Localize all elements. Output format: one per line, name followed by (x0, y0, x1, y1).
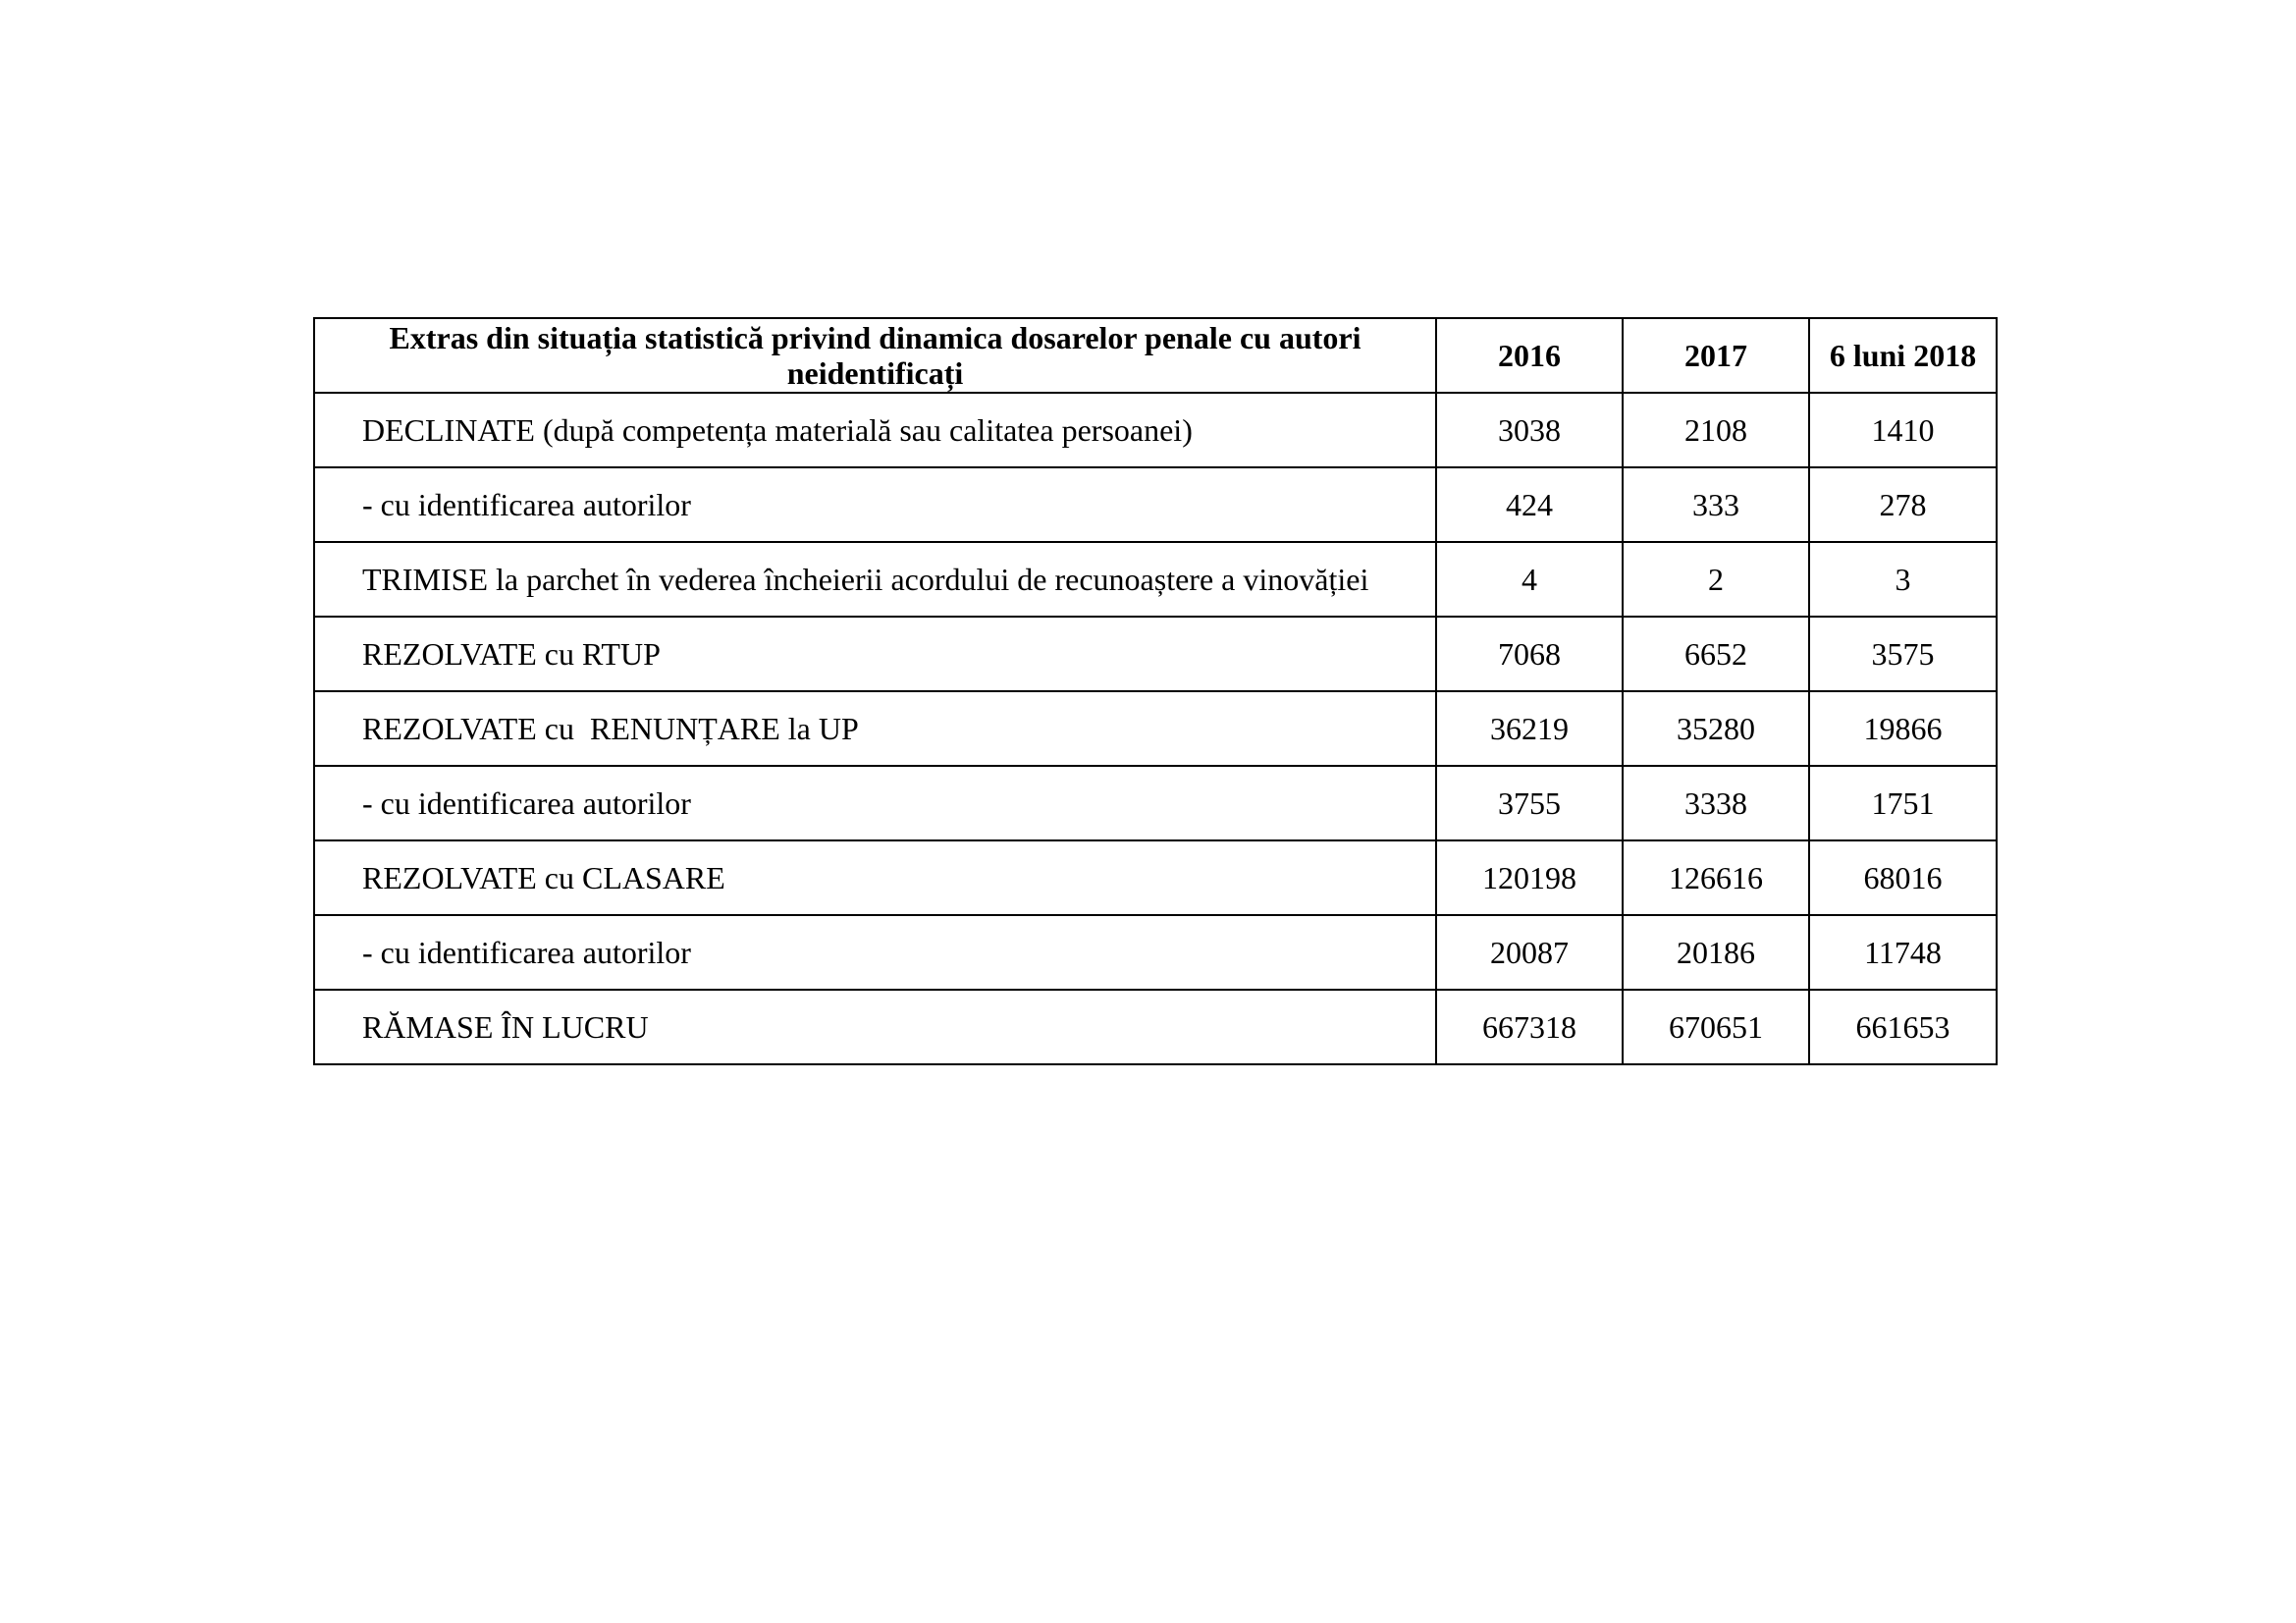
row-label: - cu identificarea autorilor (314, 915, 1436, 990)
column-header-2016: 2016 (1436, 318, 1623, 393)
cell-2018: 1751 (1809, 766, 1997, 840)
cell-2016: 3038 (1436, 393, 1623, 467)
cell-2017: 20186 (1623, 915, 1809, 990)
table-row (314, 393, 1997, 467)
cell-2016: 667318 (1436, 990, 1623, 1064)
cell-2016: 4 (1436, 542, 1623, 617)
table-row (314, 617, 1997, 691)
table-row (314, 766, 1997, 840)
statistics-table (313, 317, 1998, 1065)
cell-2017: 126616 (1623, 840, 1809, 915)
row-label: TRIMISE la parchet în vederea încheierii acordului de recunoaștere a vinovăției (314, 542, 1436, 617)
column-header-6-luni-2018: 6 luni 2018 (1809, 318, 1997, 393)
cell-2016: 7068 (1436, 617, 1623, 691)
table-title-header: Extras din situația statistică privind dinamica dosarelor penale cu autori neidentificați (314, 318, 1436, 393)
cell-2018: 11748 (1809, 915, 1997, 990)
row-label: REZOLVATE cu RTUP (314, 617, 1436, 691)
cell-2017: 35280 (1623, 691, 1809, 766)
cell-2016: 36219 (1436, 691, 1623, 766)
cell-2017: 333 (1623, 467, 1809, 542)
table-row (314, 542, 1997, 617)
cell-2018: 19866 (1809, 691, 1997, 766)
table-row (314, 990, 1997, 1064)
cell-2017: 2108 (1623, 393, 1809, 467)
row-label: DECLINATE (după competența materială sau calitatea persoanei) (314, 393, 1436, 467)
table-row (314, 915, 1997, 990)
cell-2017: 6652 (1623, 617, 1809, 691)
cell-2016: 3755 (1436, 766, 1623, 840)
cell-2018: 278 (1809, 467, 1997, 542)
row-label: - cu identificarea autorilor (314, 467, 1436, 542)
table-header-row (314, 318, 1997, 393)
cell-2018: 3575 (1809, 617, 1997, 691)
cell-2016: 424 (1436, 467, 1623, 542)
cell-2018: 1410 (1809, 393, 1997, 467)
column-header-2017: 2017 (1623, 318, 1809, 393)
cell-2017: 3338 (1623, 766, 1809, 840)
row-label: RĂMASE ÎN LUCRU (314, 990, 1436, 1064)
row-label: REZOLVATE cu RENUNȚARE la UP (314, 691, 1436, 766)
table-row (314, 691, 1997, 766)
cell-2016: 120198 (1436, 840, 1623, 915)
table-row (314, 840, 1997, 915)
table-row (314, 467, 1997, 542)
row-label: REZOLVATE cu CLASARE (314, 840, 1436, 915)
cell-2016: 20087 (1436, 915, 1623, 990)
cell-2018: 661653 (1809, 990, 1997, 1064)
cell-2018: 68016 (1809, 840, 1997, 915)
row-label: - cu identificarea autorilor (314, 766, 1436, 840)
cell-2017: 2 (1623, 542, 1809, 617)
cell-2017: 670651 (1623, 990, 1809, 1064)
cell-2018: 3 (1809, 542, 1997, 617)
